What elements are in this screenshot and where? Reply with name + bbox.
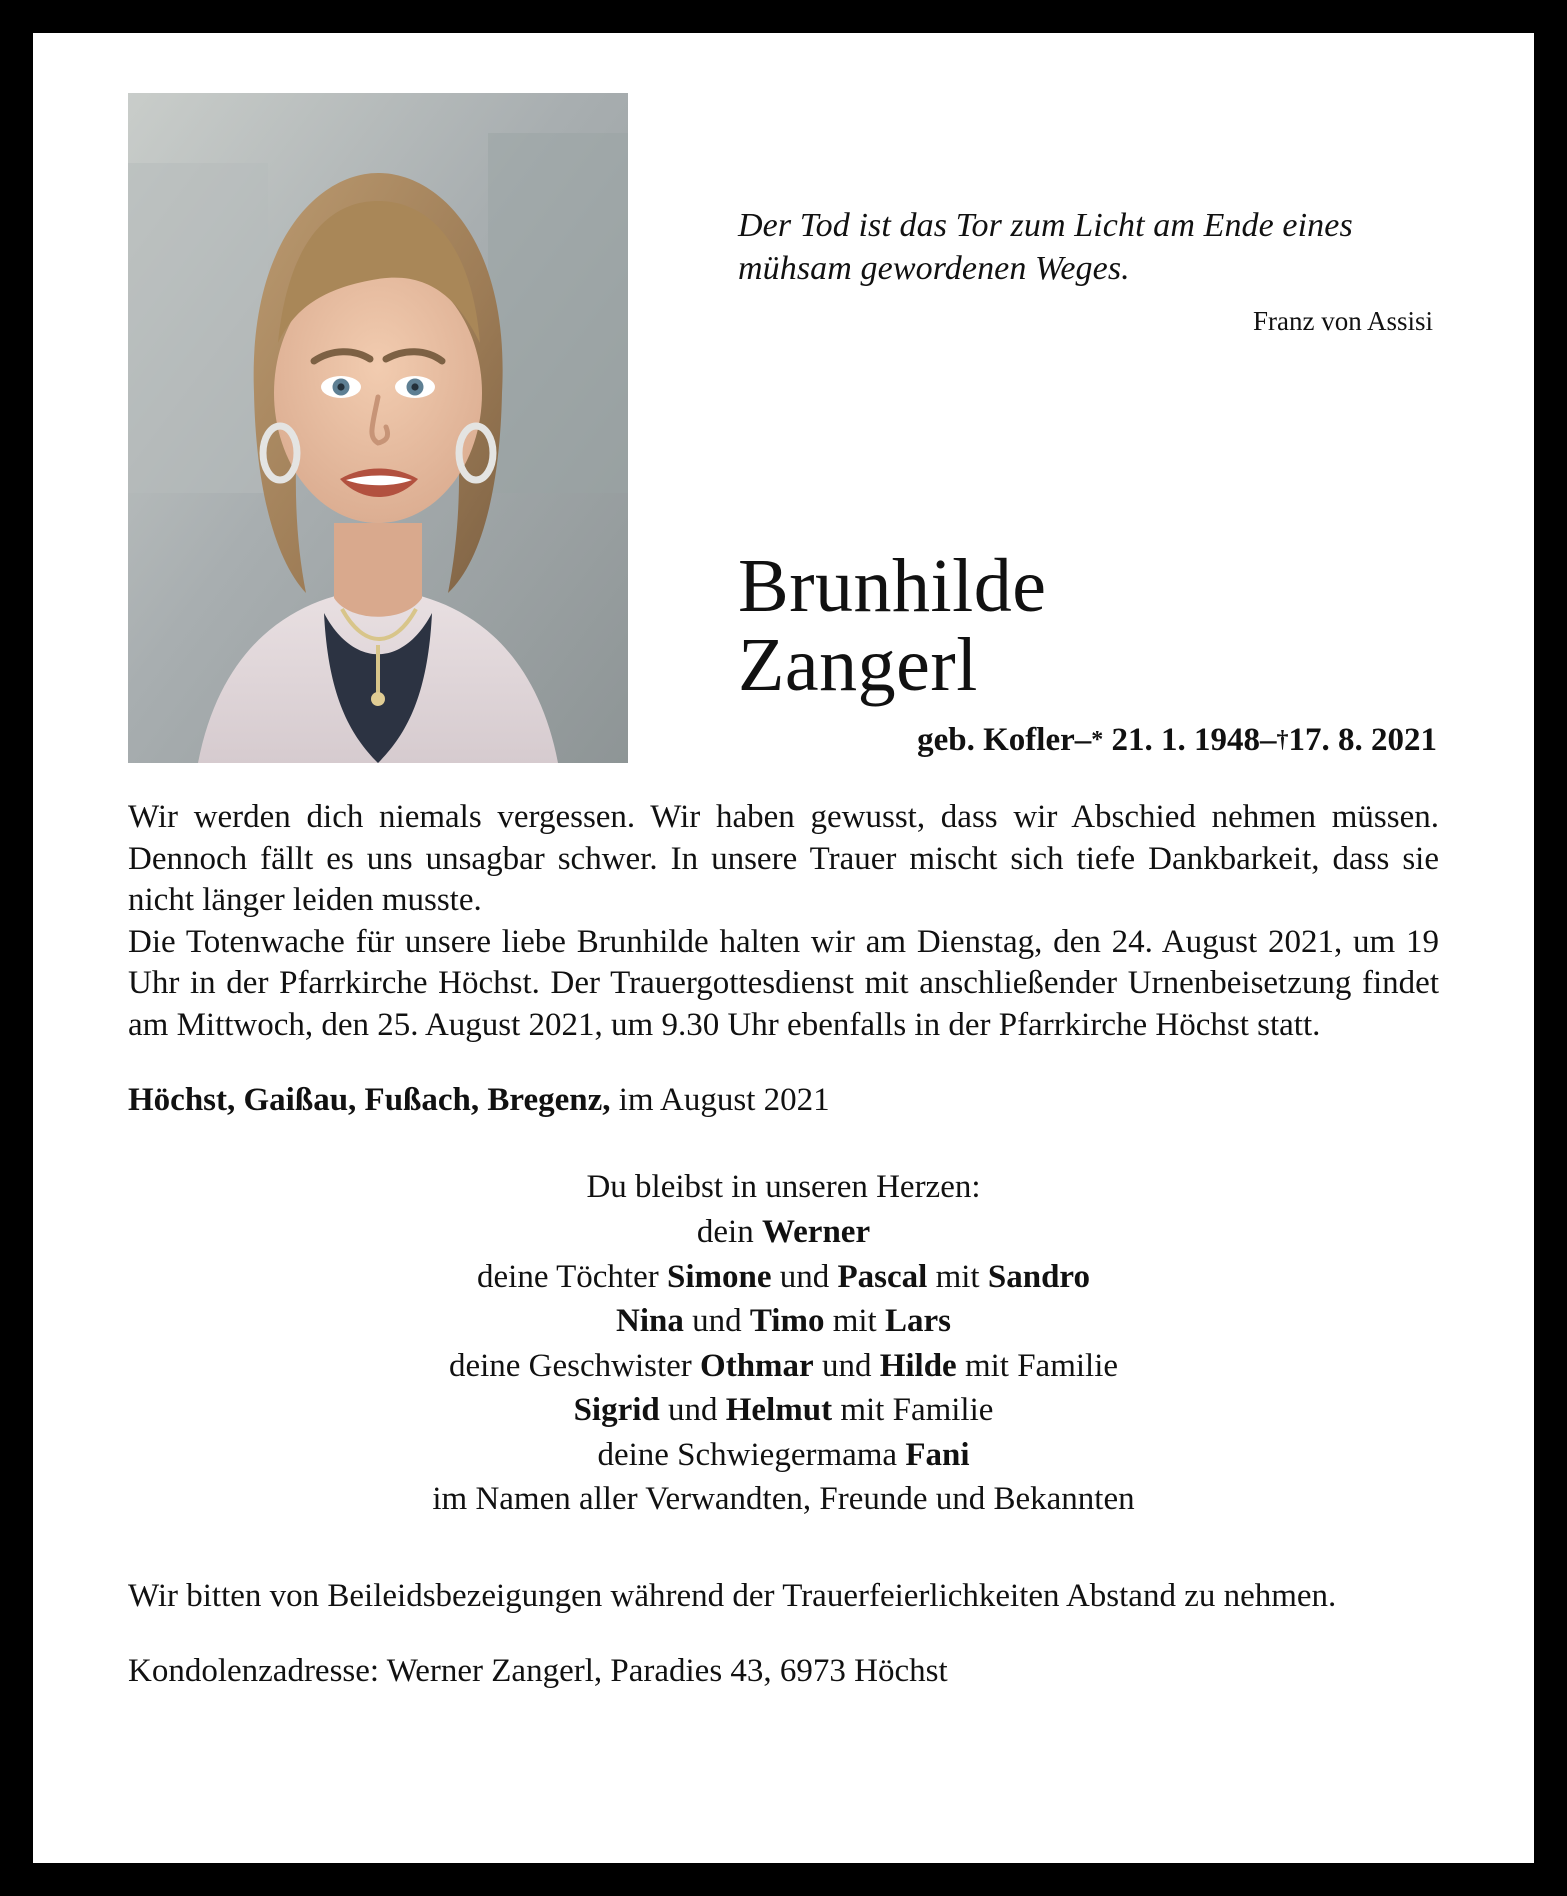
family-row [128, 1255, 1439, 1300]
family-list [128, 1165, 1439, 1521]
paragraph-service-details: Die Totenwache für unsere liebe Brunhilde halten wir am Dienstag, den 24. August 2021, um 19 Uhr in der Pfarrkirche Höchst. Der Trauergottesdienst mit anschließender Urnenbeisetzung findet am Mittwoch, den 25. August 2021, um 9.30 Uhr ebenfalls in der Pfarrkirche Höchst statt. [128, 923, 1439, 1043]
row-mid-2: mit [824, 1303, 885, 1340]
obituary-content [33, 33, 1534, 1863]
maiden-name: geb. Kofler [917, 722, 1075, 758]
row-name-1: Othmar [700, 1347, 814, 1384]
row-name-2: Timo [749, 1303, 825, 1340]
row-mid: und [659, 1392, 726, 1429]
row-mid: und [683, 1303, 750, 1340]
family-row [128, 1433, 1439, 1478]
family-row [128, 1299, 1439, 1344]
closing-request: Wir bitten von Beileidsbezeigungen während der Trauerfeierlichkeiten Abstand zu nehmen. [128, 1577, 1337, 1614]
death-date: 17. 8. 2021 [1288, 722, 1437, 758]
places-suffix: im August 2021 [610, 1082, 830, 1119]
family-row [128, 1388, 1439, 1433]
first-name: Brunhilde [738, 544, 1047, 629]
row-prefix: deine Geschwister [448, 1347, 701, 1384]
cross-symbol-icon: † [1276, 727, 1289, 753]
obituary-card [33, 33, 1534, 1863]
life-dates [738, 722, 1439, 759]
quote-author: Franz von Assisi [1252, 306, 1433, 336]
dash-1: – [1074, 722, 1092, 758]
row-name-3: Sandro [987, 1258, 1090, 1295]
family-row [128, 1210, 1439, 1255]
row-name-3: Lars [884, 1303, 951, 1340]
portrait-photo [128, 93, 628, 763]
row-prefix: deine Töchter [477, 1258, 667, 1295]
dash-2: – [1260, 722, 1277, 758]
memorial-quote: Der Tod ist das Tor zum Licht am Ende eines mühsam gewordenen Weges. [738, 207, 1353, 287]
birth-date: 21. 1. 1948 [1111, 722, 1260, 758]
row-name-1: Sigrid [573, 1392, 660, 1429]
family-heading: Du bleibst in unseren Herzen: [586, 1169, 981, 1206]
place-and-date-line [128, 1082, 1439, 1119]
condolence-address: Kondolenzadresse: Werner Zangerl, Paradies 43, 6973 Höchst [128, 1653, 948, 1690]
row-mid-2: mit Familie [832, 1392, 994, 1429]
row-name-1: Fani [905, 1436, 970, 1473]
places: Höchst, Gaißau, Fußach, Bregenz, [128, 1082, 611, 1119]
portrait-illustration [128, 93, 628, 763]
row-name-2: Pascal [837, 1258, 928, 1295]
row-mid-2: mit [927, 1258, 988, 1295]
row-name-1: Werner [761, 1214, 871, 1251]
row-prefix: dein [696, 1214, 762, 1251]
row-mid-2: mit Familie [956, 1347, 1119, 1384]
name-block [738, 544, 1439, 763]
row-name-1: Simone [667, 1258, 772, 1295]
obituary-body [128, 797, 1439, 1046]
birth-symbol-icon: * [1091, 727, 1104, 753]
paragraph-remembrance: Wir werden dich niemals vergessen. Wir haben gewusst, dass wir Abschied nehmen müssen. Dennoch fällt es uns unsagbar schwer. In unsere Trauer mischt sich tiefe Dankbarkeit, dass sie nicht länger leiden musste. [128, 799, 1439, 919]
header-area [128, 93, 1439, 763]
row-name-2: Helmut [725, 1392, 833, 1429]
header-text-area [628, 93, 1439, 763]
row-name-2: Hilde [879, 1347, 957, 1384]
family-row [128, 1344, 1439, 1389]
row-mid: und [813, 1347, 880, 1384]
row-name-1: Nina [616, 1303, 684, 1340]
last-name: Zangerl [738, 622, 978, 707]
row-mid: und [771, 1258, 838, 1295]
row-prefix: deine Schwiegermama [597, 1436, 906, 1473]
family-footer: im Namen aller Verwandten, Freunde und Bekannten [432, 1481, 1135, 1518]
